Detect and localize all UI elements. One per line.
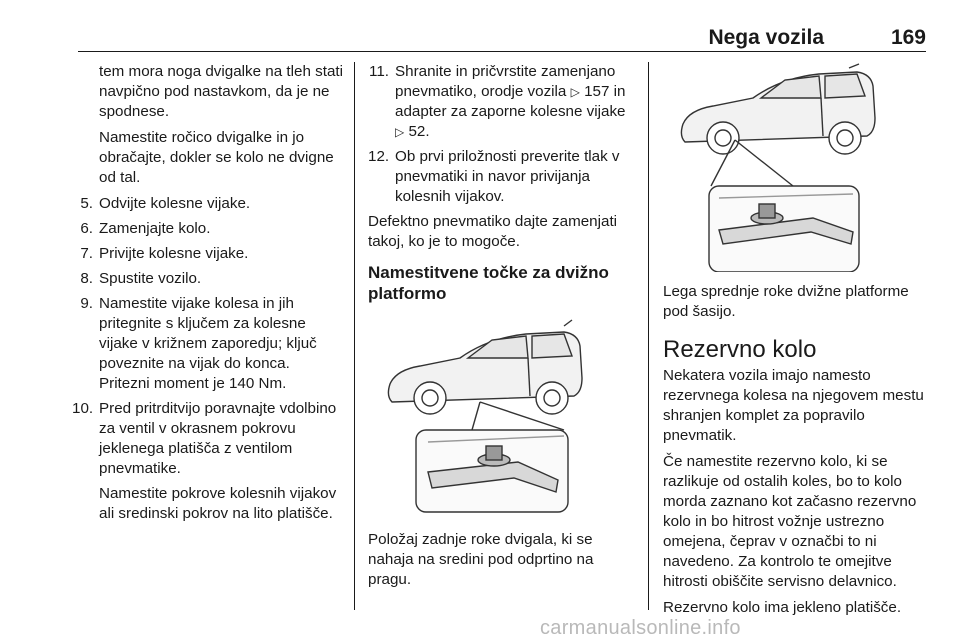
list-item: [72, 219, 344, 239]
list-item: [72, 269, 344, 289]
list-number: 7.: [80, 245, 93, 262]
list-text: Privijte kolesne vijake.: [99, 245, 249, 262]
list-text: Pred pritrditvijo poravnajte vdolbino za ventil v okrasnem pokrovu jeklenega platišča z ventilom pnevmatike.: [99, 400, 337, 477]
front-lift-point-illustration: [663, 62, 928, 272]
page-number: 169: [890, 26, 926, 49]
list-number: 5.: [80, 195, 93, 212]
list-number: 11.: [369, 63, 389, 80]
reference-arrow-icon: ▷: [570, 85, 580, 99]
list-text: Spustite vozilo.: [99, 270, 202, 287]
paragraph: tem mora noga dvigalke na tleh stati navpično pod nastavkom, da je ne spodnese.: [99, 63, 343, 120]
watermark: carmanualsonline.info: [540, 617, 741, 639]
list-number: 10.: [72, 400, 94, 417]
section-heading: Rezervno kolo: [663, 336, 817, 363]
list-number: 6.: [80, 220, 93, 237]
rear-lift-point-illustration: [368, 312, 636, 522]
list-number: 12.: [368, 148, 390, 165]
figure-caption: Lega sprednje roke dvižne platforme pod šasijo.: [663, 283, 909, 320]
list-text: Namestite vijake kolesa in jih pritegnite s ključem za kolesne vijake v križnem zaporedju; ključ poveznite na vijak do konca. Pritezni moment je 140 Nm.: [99, 295, 317, 392]
list-item: [368, 147, 636, 207]
paragraph: Defektno pnevmatiko dajte zamenjati takoj, ko je to mogoče.: [368, 213, 618, 250]
column-divider: [648, 62, 649, 610]
list-text: Odvijte kolesne vijake.: [99, 195, 251, 212]
list-text: Zamenjajte kolo.: [99, 220, 211, 237]
column-2: [368, 62, 636, 596]
list-number: 8.: [80, 270, 93, 287]
list-text: Ob prvi priložnosti preverite tlak v pnevmatiki in navor privijanja kolesnih vijakov.: [395, 148, 620, 205]
list-text: Shranite in pričvrstite zamenjano pnevmatiko, orodje vozila ▷ 157 in adapter za zaporne kolesne vijake ▷ 52.: [395, 63, 626, 140]
header-rule: [78, 51, 926, 52]
list-number: 9.: [80, 295, 93, 312]
paragraph: Če namestite rezervno kolo, ki se razlikuje od ostalih koles, bo to kolo morda zaznano kot začasno rezervno kolo in bo hitrost vožnje ustrezno omejena, čeprav v označbi to ni navedeno. Za kontrolo te omejitve hitrosti obiščite servisno delavnico.: [663, 453, 917, 590]
list-item: [72, 399, 344, 479]
section-heading: Namestitvene točke za dvižno platformo: [368, 263, 609, 303]
car-side-illustration: [368, 312, 636, 522]
list-item: [72, 194, 344, 214]
column-divider: [354, 62, 355, 610]
column-1: [72, 62, 344, 530]
list-item: [72, 244, 344, 264]
paragraph: Rezervno kolo ima jekleno platišče.: [663, 599, 902, 616]
list-item: [368, 62, 636, 142]
paragraph: Namestite ročico dvigalke in jo obračajte, dokler se kolo ne dvigne od tal.: [99, 129, 334, 186]
paragraph: Namestite pokrove kolesnih vijakov ali sredinski pokrov na lito platišče.: [99, 485, 337, 522]
column-3: [663, 62, 928, 624]
section-title: Nega vozila: [708, 26, 824, 49]
page-header: [78, 26, 926, 52]
paragraph: Nekatera vozila imajo namesto rezervnega kolesa na njegovem mestu shranjen komplet za popravilo pnevmatik.: [663, 367, 924, 444]
reference-arrow-icon: ▷: [395, 125, 405, 139]
car-side-illustration: [663, 62, 928, 272]
list-item: [72, 294, 344, 394]
figure-caption: Položaj zadnje roke dvigala, ki se nahaja na sredini pod odprtino na pragu.: [368, 531, 594, 588]
